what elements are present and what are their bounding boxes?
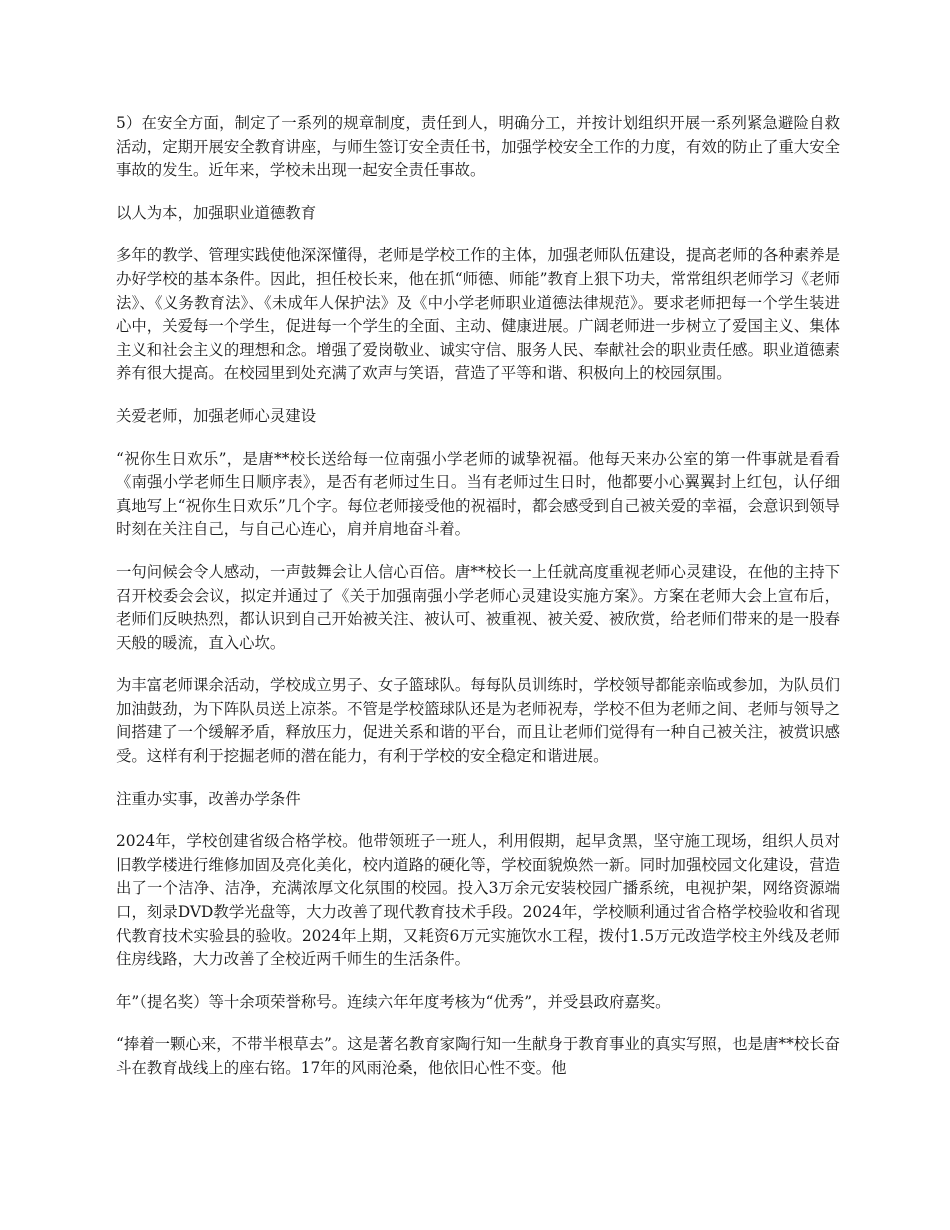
paragraph-birthday: “祝你生日欢乐”，是唐**校长送给每一位南强小学老师的诚挚祝福。他每天来办公室的第一件事就是看看《南强小学老师生日顺序表》，是否有老师过生日。当有老师过生日时，他都要小心翼翼封上红包，认仔细真地写上“祝你生日欢乐”几个字。每位老师接受他的祝福时，都会感受到自己被关爱的幸福，会意识到领导时刻在关注自己，与自己心连心，肩并肩地奋斗着。 xyxy=(116,449,840,539)
paragraph-encouragement: 一句问候会令人感动，一声鼓舞会让人信心百倍。唐**校长一上任就高度重视老师心灵建设，在他的主持下召开校委会会议，拟定并通过了《关于加强南强小学老师心灵建设实施方案》。方案在老师大会上宣布后，老师们反映热烈，都认识到自己开始被关注、被认可、被重视、被关爱、被欣赏，给老师们带来的是一股春天般的暖流，直入心坎。 xyxy=(116,562,840,652)
paragraph-basketball: 为丰富老师课余活动，学校成立男子、女子篮球队。每每队员训练时，学校领导都能亲临或参加，为队员们加油鼓劲，为下阵队员送上凉茶。不管是学校篮球队还是为老师祝寿，学校不但为老师之间、老师与领导之间搭建了一个缓解矛盾，释放压力，促进关系和谐的平台，而且让老师们觉得有一种自己被关注，被赏识感受。这样有利于挖掘老师的潜在能力，有利于学校的安全稳定和谐进展。 xyxy=(116,676,840,766)
paragraph-safety: 5）在安全方面，制定了一系列的规章制度，责任到人，明确分工，并按计划组织开展一系列紧急避险自救活动，定期开展安全教育讲座，与师生签订安全责任书，加强学校安全工作的力度，有效的防止了重大安全事故的发生。近年来，学校未出现一起安全责任事故。 xyxy=(116,114,840,180)
paragraph-ethics: 多年的教学、管理实践使他深深懂得，老师是学校工作的主体，加强老师队伍建设，提高老师的各种素养是办好学校的基本条件。因此，担任校长来，他在抓“师德、师能”教育上狠下功夫，常常组织老师学习《老师法》、《义务教育法》、《未成年人保护法》及《中小学老师职业道德法律规范》。要求老师把每一个学生装进心中，关爱每一个学生，促进每一个学生的全面、主动、健康进展。广阔老师进一步树立了爱国主义、集体主义和社会主义的理想和念。增强了爱岗敬业、诚实守信、服务人民、奉献社会的职业责任感。职业道德素养有很大提高。在校园里到处充满了欢声与笑语，营造了平等和谐、积极向上的校园氛围。 xyxy=(116,246,840,383)
document-page xyxy=(116,112,840,1100)
paragraph-motto: “捧着一颗心来，不带半根草去”。这是著名教育家陶行知一生献身于教育事业的真实写照，也是唐**校长奋斗在教育战线上的座右铭。17年的风雨沧桑，他依旧心性不变。他 xyxy=(116,1035,840,1077)
paragraph-facilities: 2024年，学校创建省级合格学校。他带领班子一班人，利用假期，起早贪黑，坚守施工现场，组织人员对旧教学楼进行维修加固及亮化美化，校内道路的硬化等，学校面貌焕然一新。同时加强校园文化建设，营造出了一个洁净、洁净，充满浓厚文化氛围的校园。投入3万余元安装校园广播系统，电视护架，网络资源端口，刻录DVD教学光盘等，大力改善了现代教育技术手段。2024年，学校顺利通过省合格学校验收和省现代教育技术实验县的验收。2024年上期，又耗资6万元实施饮水工程，拨付1.5万元改造学校主外线及老师住房线路，大力改善了全校近两千师生的生活条件。 xyxy=(116,832,840,969)
section-heading-ethics: 以人为本，加强职业道德教育 xyxy=(116,203,317,222)
paragraph-honors: 年”（提名奖）等十余项荣誉称号。连续六年年度考核为“优秀”，并受县政府嘉奖。 xyxy=(116,992,671,1011)
section-heading-conditions: 注重办实事，改善办学条件 xyxy=(116,789,301,808)
section-heading-teacher-care: 关爱老师，加强老师心灵建设 xyxy=(116,406,317,425)
